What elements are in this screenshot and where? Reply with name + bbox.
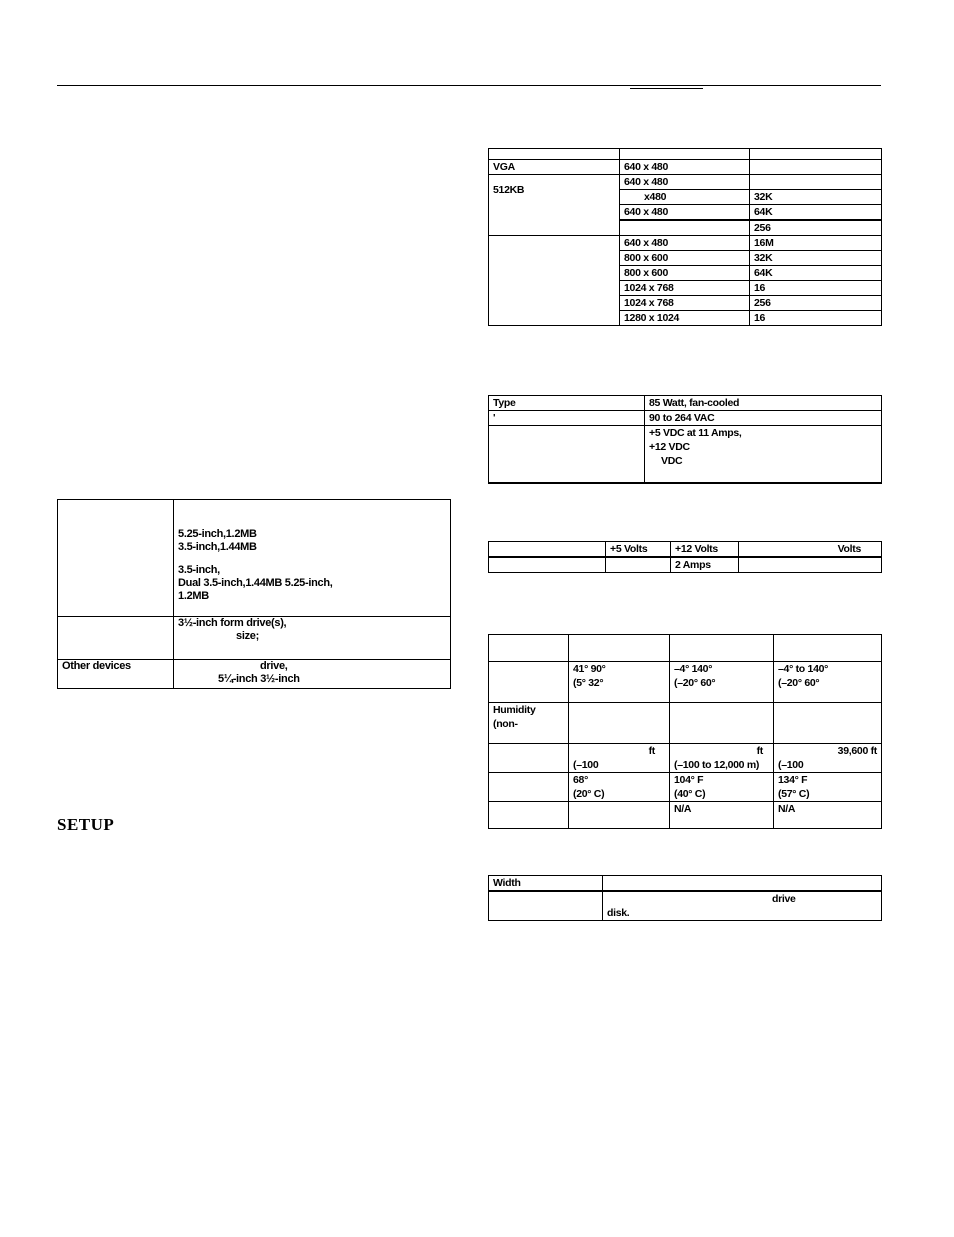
resolution-cell: x480 <box>620 190 750 205</box>
colors-cell: 16M <box>750 236 882 251</box>
resolution-cell: 1024 x 768 <box>620 296 750 311</box>
power-value-line: +5 VDC at 11 Amps, <box>649 427 742 439</box>
dimension-label-cell <box>489 892 603 921</box>
dimension-value-cell <box>603 876 882 891</box>
drive-value-line: drive, <box>260 660 288 672</box>
table-header-cell: +12 Volts <box>671 542 739 557</box>
env-cell <box>774 662 882 703</box>
drive-value-line: size; <box>236 630 259 642</box>
setup-heading: SETUP <box>57 815 115 834</box>
colors-cell: 256 <box>750 296 882 311</box>
power-label-cell <box>489 426 645 483</box>
env-line: 41° 90° <box>573 663 606 675</box>
table-header-cell <box>569 635 670 662</box>
env-cell: N/A <box>670 802 774 829</box>
drive-label-cell <box>58 617 174 660</box>
header-rule-accent <box>630 88 703 89</box>
env-line: (–20° 60° <box>778 677 820 689</box>
resolution-cell: 1024 x 768 <box>620 281 750 296</box>
dimension-value-cell <box>603 892 882 921</box>
power-value-line: 90 to 264 VAC <box>649 412 715 424</box>
env-line: (non- <box>493 718 518 730</box>
env-cell: N/A <box>774 802 882 829</box>
env-line: (–100 <box>573 759 599 771</box>
resolution-cell: 1280 x 1024 <box>620 311 750 326</box>
power-value-line: VDC <box>661 455 683 467</box>
table-header-cell <box>489 149 620 160</box>
table-row <box>489 744 882 773</box>
drive-value-line: 3.5-inch,1.44MB <box>178 541 257 553</box>
env-line: (5° 32° <box>573 677 604 689</box>
drive-value-cell <box>174 500 451 617</box>
table-row <box>489 802 882 829</box>
env-cell <box>569 662 670 703</box>
table-row <box>489 175 882 190</box>
table-row <box>489 483 882 484</box>
table-row <box>489 411 882 426</box>
env-cell <box>670 773 774 802</box>
power-value-cell <box>645 411 882 426</box>
video-type-cell: VGA <box>489 160 620 175</box>
table-row <box>489 236 882 251</box>
table-row <box>489 558 882 573</box>
table-cell <box>489 558 606 573</box>
env-label-cell <box>489 662 569 703</box>
env-cell <box>670 744 774 773</box>
memory-cell <box>489 175 620 236</box>
drive-value-line: 3.5-inch, <box>178 564 220 576</box>
table-cell: 2 Amps <box>671 558 739 573</box>
video-modes-table <box>488 148 882 326</box>
table-header-cell <box>750 149 882 160</box>
env-line: 39,600 ft <box>837 745 877 757</box>
table-header-cell: Volts <box>739 542 882 557</box>
resolution-cell: 640 x 480 <box>620 175 750 190</box>
colors-cell: 64K <box>750 266 882 281</box>
env-line: –4° 140° <box>674 663 713 675</box>
drive-value-cell <box>174 660 451 689</box>
physical-dimensions-table <box>488 875 882 921</box>
power-supply-table <box>488 395 882 484</box>
table-row <box>489 160 882 175</box>
drive-bays-table <box>57 499 451 689</box>
env-label-cell <box>489 802 569 829</box>
env-line: (–100 to 12,000 m) <box>674 759 760 771</box>
environmental-table <box>488 634 882 829</box>
colors-cell: 16 <box>750 281 882 296</box>
drive-value-line: Dual 3.5-inch,1.44MB 5.25-inch, <box>178 577 333 589</box>
table-header-cell <box>620 149 750 160</box>
table-row <box>489 426 882 483</box>
colors-cell: 64K <box>750 205 882 220</box>
drive-value-line: 1.2MB <box>178 590 209 602</box>
table-header-cell <box>670 635 774 662</box>
table-row <box>489 703 882 744</box>
resolution-cell: 800 x 600 <box>620 251 750 266</box>
env-line: (–20° 60° <box>674 677 716 689</box>
colors-cell: 32K <box>750 251 882 266</box>
resolution-cell: 640 x 480 <box>620 160 750 175</box>
table-row <box>489 542 882 557</box>
env-line: 104° F <box>674 774 704 786</box>
power-value-line: +12 VDC <box>649 441 690 453</box>
table-row <box>489 662 882 703</box>
dimension-value-line: drive <box>772 893 796 905</box>
power-value-cell <box>645 483 882 484</box>
table-row <box>489 773 882 802</box>
power-label-cell: ' <box>489 411 645 426</box>
env-line: –4° to 140° <box>778 663 829 675</box>
power-value-cell <box>645 426 882 483</box>
env-label-cell <box>489 703 569 744</box>
env-cell <box>569 703 670 744</box>
env-cell <box>670 662 774 703</box>
env-line: 134° F <box>778 774 808 786</box>
memory-cell <box>489 236 620 326</box>
env-line: (40° C) <box>674 788 706 800</box>
table-row <box>489 396 882 411</box>
table-header-cell <box>489 635 569 662</box>
dimension-value-line: disk. <box>607 907 630 919</box>
drive-label-cell: Other devices <box>58 660 174 689</box>
resolution-cell <box>620 221 750 236</box>
colors-cell: 256 <box>750 221 882 236</box>
power-label-cell: Type <box>489 396 645 411</box>
table-row <box>58 660 451 689</box>
table-row <box>489 876 882 891</box>
env-line: Humidity <box>493 704 536 716</box>
memory-label: 512KB <box>493 184 525 196</box>
resolution-cell: 800 x 600 <box>620 266 750 281</box>
header-rule <box>57 85 881 86</box>
env-label-cell <box>489 744 569 773</box>
colors-cell <box>750 175 882 190</box>
env-cell <box>569 802 670 829</box>
power-value-line: 85 Watt, fan-cooled <box>649 397 740 409</box>
env-label-cell <box>489 773 569 802</box>
env-line: (57° C) <box>778 788 810 800</box>
env-cell <box>774 703 882 744</box>
dimension-label-cell: Width <box>489 876 603 891</box>
env-line: (–100 <box>778 759 804 771</box>
env-line: (20° C) <box>573 788 605 800</box>
env-cell <box>569 744 670 773</box>
env-cell <box>670 703 774 744</box>
env-line: ft <box>648 745 655 757</box>
colors-cell: 16 <box>750 311 882 326</box>
current-draw-table <box>488 541 882 573</box>
drive-value-line: 5.25-inch,1.2MB <box>178 528 257 540</box>
env-cell <box>774 773 882 802</box>
drive-label-cell <box>58 500 174 617</box>
drive-value-line: 3½-inch form drive(s), <box>178 617 287 629</box>
env-cell <box>774 744 882 773</box>
table-header-cell <box>489 542 606 557</box>
env-line: ft <box>756 745 763 757</box>
table-header-cell <box>774 635 882 662</box>
colors-cell: 32K <box>750 190 882 205</box>
table-row <box>489 635 882 662</box>
table-row <box>489 892 882 921</box>
table-row <box>489 149 882 160</box>
table-row <box>58 500 451 617</box>
table-row <box>58 617 451 660</box>
power-value-cell <box>645 396 882 411</box>
power-label-cell <box>489 483 645 484</box>
drive-value-line: 5¼-inch 3½-inch <box>218 673 300 685</box>
table-cell <box>606 558 671 573</box>
env-cell <box>569 773 670 802</box>
resolution-cell: 640 x 480 <box>620 205 750 220</box>
resolution-cell: 640 x 480 <box>620 236 750 251</box>
env-line: 68° <box>573 774 588 786</box>
table-header-cell: +5 Volts <box>606 542 671 557</box>
drive-value-cell <box>174 617 451 660</box>
table-cell <box>739 558 882 573</box>
colors-cell <box>750 160 882 175</box>
